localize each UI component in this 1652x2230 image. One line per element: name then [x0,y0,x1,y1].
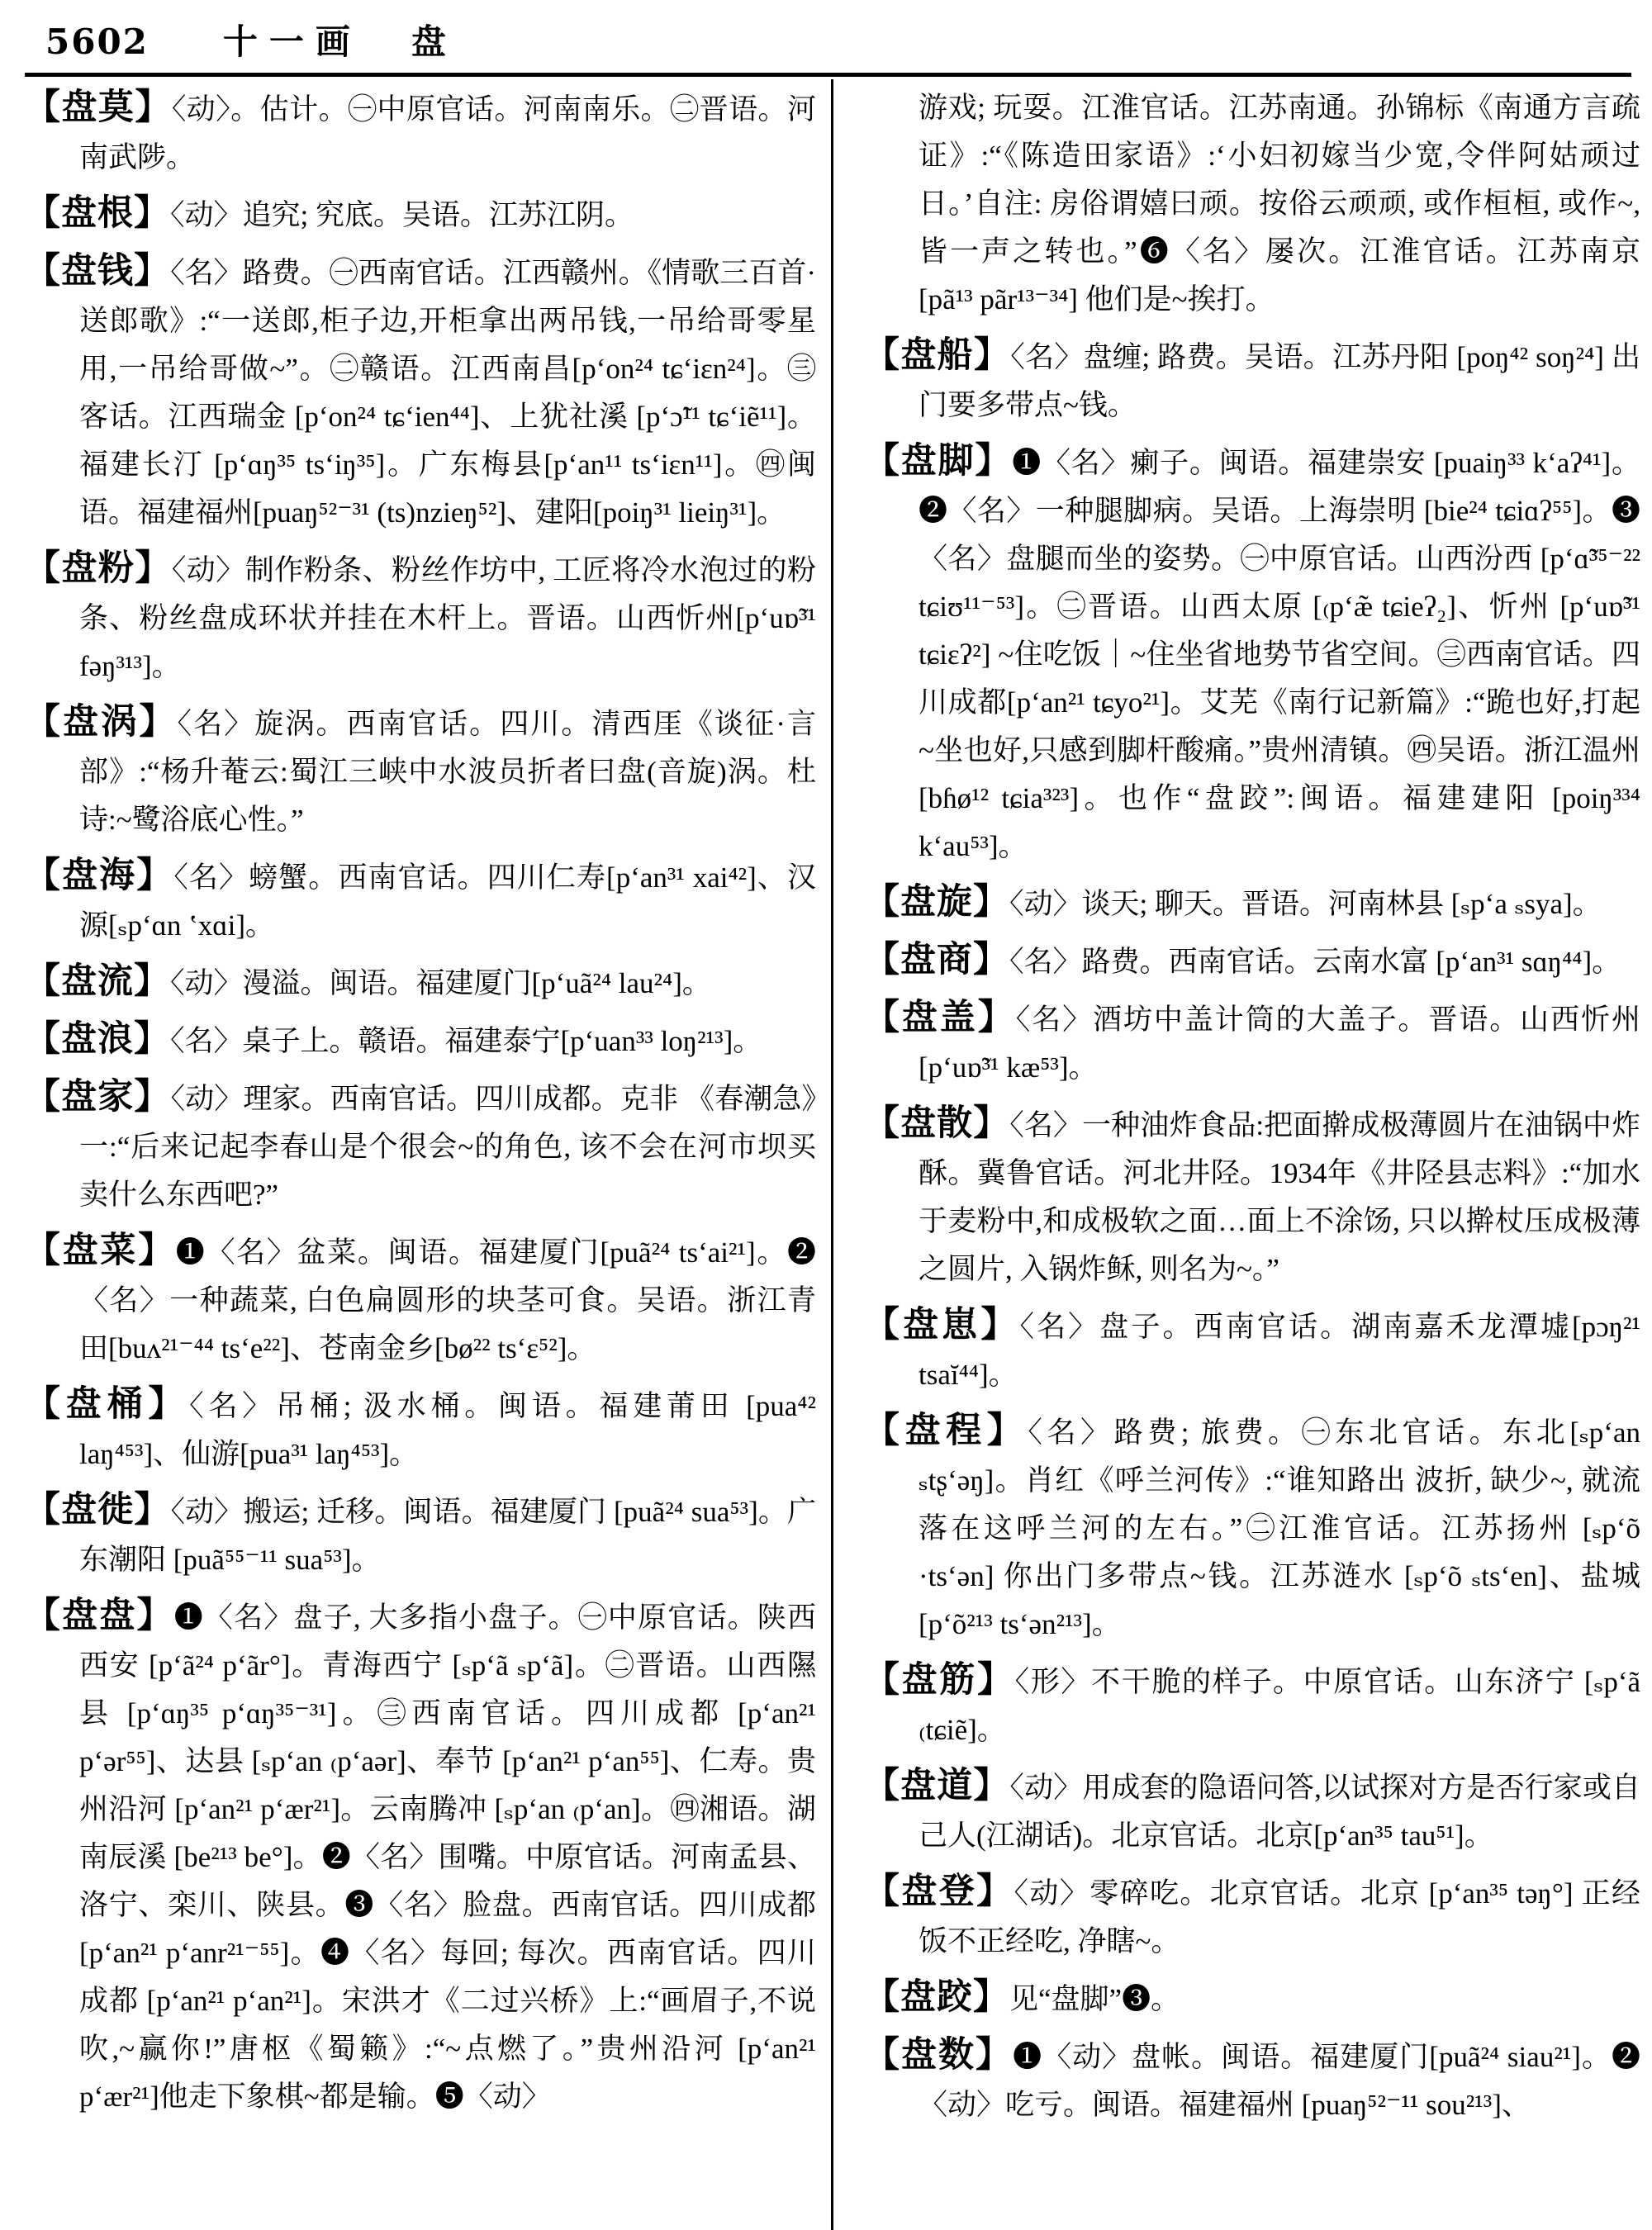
entry-body: 〈动〉。估计。㊀中原官话。河南南乐。㊁晋语。河南武陟。 [79,93,816,173]
headword: 【盘散】 [864,1104,1010,1143]
entry-body: 〈名〉桌子上。赣语。福建泰宁[pʻuan³³ loŋ²¹³]。 [170,1025,762,1057]
headword: 【盘家】 [25,1078,171,1117]
headword: 【盘盘】 [25,1597,174,1635]
entry-pan-cai [25,1227,816,1373]
entry-body: 〈动〉谈天; 聊天。晋语。河南林县 [ₛpʻa ₛsya]。 [1009,888,1602,920]
entry-pan-mo [25,84,816,182]
entry-body: 〈名〉路费; 旅费。㊀东北官话。东北[ₛpʻan ₛtʂʻəŋ]。肖红《呼兰河传》:“谁知路出 波折, 缺少~, 就流落在这呼兰河的左右。”㊁江淮官话。江苏扬州 [ₛpʻõ ·tsʻən] 你出门多带点~钱。江苏涟水 [ₛpʻõ ₛtsʻen]、盐城 [pʻõ²¹³ tsʻən²¹³]。 [919,1416,1640,1640]
headword: 【盘莫】 [25,88,172,127]
headword: 【盘程】 [864,1412,1028,1450]
entry-body: 〈名〉路费。㊀西南官话。江西赣州。《情歌三百首·送郎歌》:“一送郎,柜子边,开柜拿出两吊钱,一吊给哥零星用,一吊给哥做~”。㊁赣语。江西南昌[pʻon²⁴ tɕʻiɛn²⁴]。㊂客话。江西瑞金 [pʻon²⁴ tɕʻien⁴⁴]、上犹社溪 [pʻɔ̃¹¹ tɕʻiẽ¹¹]。福建长汀 [pʻɑŋ³⁵ tsʻiŋ³⁵]。广东梅县[pʻan¹¹ tsʻiɛn¹¹]。㊃闽语。福建福州[puaŋ⁵²⁻³¹ (ts)nzieŋ⁵²]、建阳[poiŋ³¹ lieiŋ³¹]。 [79,257,816,529]
entry-body: 〈名〉盘子。西南官话。湖南嘉禾龙潭墟[pɔŋ²¹ tsaĭ⁴⁴]。 [919,1311,1640,1391]
entry-pan-tong [25,1381,816,1478]
headword: 【盘浪】 [25,1020,170,1059]
entry-body: ❶〈名〉盆菜。闽语。福建厦门[puã²⁴ tsʻai²¹]。❷〈名〉一种蔬菜, 白色扁圆形的块茎可食。吴语。浙江青田[buʌ²¹⁻⁴⁴ tsʻe²²]、苍南金乡[bø²² tsʻɛ⁵²]。 [79,1236,816,1364]
headword: 【盘钱】 [25,252,171,291]
headword: 【盘盖】 [864,999,1016,1037]
entry-pan-chuan [864,332,1640,429]
entry-pan-gai [864,994,1640,1092]
headword: 【盘菜】 [25,1231,176,1270]
entry-body: 见“盘脚”❸。 [1009,1983,1180,2015]
headword: 【盘商】 [864,941,1009,980]
entry-pan-jiao-see [864,1974,1640,2024]
entry-pan-deng [864,1868,1640,1966]
headword: 【盘涡】 [25,703,178,742]
stroke-section-label: 十一画 [222,24,362,62]
entry-body: ❶〈名〉盘子, 大多指小盘子。㊀中原官话。陕西西安 [pʻã²⁴ pʻãr°]。青海西宁 [ₛpʻã ₛpʻã]。㊁晋语。山西隰县 [pʻɑŋ³⁵ pʻɑŋ³⁵⁻³¹]。㊂西南官话。四川成都 [pʻan²¹ pʻər⁵⁵]、达县 [ₛpʻan ₍pʻaər]、奉节 [pʻan²¹ pʻan⁵⁵]、仁寿。贵州沿河 [pʻan²¹ pʻær²¹]。云南腾冲 [ₛpʻan ₍pʻan]。㊃湘语。湖南辰溪 [be²¹³ be°]。❷〈名〉围嘴。中原官话。河南孟县、洛宁、栾川、陕县。❸〈名〉脸盘。西南官话。四川成都 [pʻan²¹ pʻanr²¹⁻⁵⁵]。❹〈名〉每回; 每次。西南官话。四川成都 [pʻan²¹ pʻan²¹]。宋洪才《二过兴桥》上:“画眉子,不说吹,~赢你!”唐枢《蜀籁》:“~点燃了。”贵州沿河 [pʻan²¹ pʻær²¹]他走下象棋~都是输。❺〈动〉 [79,1601,816,2113]
entry-pan-hai [25,852,816,950]
entry-pan-zai [864,1302,1640,1399]
column-divider [831,79,833,2230]
entry-body: 〈名〉路费。西南官话。云南水富 [pʻan³¹ sɑŋ⁴⁴]。 [1009,946,1621,978]
entry-body: 〈名〉酒坊中盖计筒的大盖子。晋语。山西忻州 [pʻuɒ̃³¹ kæ⁵³]。 [919,1004,1640,1084]
headword: 【盘跤】 [864,1978,1009,2017]
entry-pan-pan-continued [864,84,1640,324]
right-column [864,84,1640,2220]
headword: 【盘旋】 [864,883,1009,922]
entry-body: 〈动〉制作粉条、粉丝作坊中, 工匠将冷水泡过的粉条、粉丝盘成环状并挂在木杆上。晋语。山西忻州[pʻuɒ̃³¹ fəŋ³¹³]。 [79,554,816,682]
entry-body: 〈名〉一种油炸食品:把面擀成极薄圆片在油锅中炸酥。冀鲁官话。河北井陉。1934年《井陉县志料》:“加水于麦粉中,和成极软之面…面上不涂饧, 只以擀杖压成极薄之圆片, 入锅炸稣, 则名为~。” [919,1109,1640,1285]
headword: 【盘船】 [864,336,1011,375]
entry-body: 〈动〉漫溢。闽语。福建厦门[pʻuã²⁴ lau²⁴]。 [170,967,711,999]
entry-body: ❶〈动〉盘帐。闽语。福建厦门[puã²⁴ siau²¹]。❷〈动〉吃亏。闽语。福建福州 [puaŋ⁵²⁻¹¹ sou²¹³]、 [919,2041,1640,2121]
header-rule [25,73,1631,77]
entry-body: 〈动〉零碎吃。北京官话。北京 [pʻan³⁵ təŋ°] 正经饭不正经吃, 净瞎~。 [919,1877,1640,1957]
headword: 【盘粉】 [25,549,172,588]
entry-body: 〈名〉盘缠; 路费。吴语。江苏丹阳 [poŋ⁴² soŋ²⁴] 出门要多带点~钱。 [919,341,1640,421]
entry-pan-liu [25,958,816,1008]
headword: 【盘登】 [864,1872,1014,1911]
entry-body: 〈形〉不干脆的样子。中原官话。山东济宁 [ₛpʻã ₍tɕiẽ]。 [919,1666,1640,1746]
entry-pan-jiao [864,438,1640,871]
entry-pan-qian [25,248,816,537]
left-column [25,84,816,2220]
entry-pan-xi [25,1487,816,1584]
headword: 【盘脚】 [864,442,1013,481]
entry-pan-shu [864,2032,1640,2129]
entry-body: 〈名〉吊桶; 汲水桶。闽语。福建莆田 [pua⁴² laŋ⁴⁵³]、仙游[pua³¹ laŋ⁴⁵³]。 [79,1390,816,1470]
entry-pan-xuan [864,879,1640,928]
entry-body: ❶〈名〉瘌子。闽语。福建崇安 [puaiŋ³³ kʻaʔ⁴¹]。❷〈名〉一种腿脚病。吴语。上海崇明 [bie²⁴ tɕiɑʔ⁵⁵]。❸〈名〉盘腿而坐的姿势。㊀中原官话。山西汾西 [pʻɑ̃³⁵⁻²² tɕiʊ¹¹⁻⁵³]。㊁晋语。山西太原 [₍pʻæ̃ tɕieʔ₂]、忻州 [pʻuɒ̃³¹ tɕiɛʔ²] ~住吃饭｜~住坐省地势节省空间。㊂西南官话。四川成都[pʻan²¹ tɕyo²¹]。艾芜《南行记新篇》:“跪也好,打起~坐也好,只感到脚杆酸痛。”贵州清镇。㊃吴语。浙江温州[bɦø¹² tɕia³²³]。也作“盘跤”:闽语。福建建阳 [poiŋ³³⁴ kʻau⁵³]。 [919,447,1640,862]
entry-pan-cheng [864,1407,1640,1649]
headword: 【盘桶】 [25,1385,190,1424]
headword: 【盘徙】 [25,1491,171,1530]
entry-pan-jia [25,1074,816,1219]
entry-pan-san [864,1100,1640,1293]
entry-pan-gen [25,190,816,240]
entry-pan-jin [864,1657,1640,1754]
headword: 【盘根】 [25,194,170,233]
page-header [45,15,1615,64]
entry-pan-fen [25,545,816,690]
entry-body: 游戏; 玩耍。江淮官话。江苏南通。孙锦标《南通方言疏证》:“《陈造田家语》:‘小妇初嫁当少宽,令伴阿姑顽过日。’自注: 房俗谓嬉曰顽。按俗云顽顽, 或作桓桓, 或作~, 皆一声之转也。”❻〈名〉屡次。江淮官话。江苏南京 [pã¹³ pãr¹³⁻³⁴] 他们是~挨打。 [919,92,1640,316]
entry-body: 〈动〉用成套的隐语问答,以试探对方是否行家或自己人(江湖话)。北京官话。北京[pʻan³⁵ tau⁵¹]。 [919,1772,1640,1852]
headword: 【盘崽】 [864,1306,1020,1345]
headword: 【盘数】 [864,2036,1014,2075]
entry-pan-lang [25,1016,816,1065]
headword: 【盘筋】 [864,1661,1015,1700]
entry-pan-pan [25,1592,816,2121]
entry-body: 〈名〉螃蟹。西南官话。四川仁寿[pʻan³¹ xai⁴²]、汉源[ₛpʻɑn ʽxɑi]。 [79,861,816,942]
entry-pan-shang [864,937,1640,986]
entry-body: 〈动〉搬运; 迁移。闽语。福建厦门 [puã²⁴ sua⁵³]。广东潮阳 [puã⁵⁵⁻¹¹ sua⁵³]。 [79,1496,816,1576]
headword: 【盘海】 [25,856,174,895]
entry-body: 〈名〉旋涡。西南官话。四川。清西厓《谈征·言部》:“杨升菴云:蜀江三峡中水波员折者曰盘(音旋)涡。杜诗:~鹭浴底心性。” [79,708,816,836]
entry-body: 〈动〉追究; 究底。吴语。江苏江阴。 [170,199,634,231]
headword: 【盘流】 [25,962,170,1001]
section-head-character: 盘 [411,24,448,62]
headword: 【盘道】 [864,1767,1010,1805]
entry-pan-dao [864,1763,1640,1860]
page-number: 5602 [45,21,149,62]
entry-pan-wo [25,699,816,844]
entry-body: 〈动〉理家。西南官话。四川成都。克非 《春潮急》一:“后来记起李春山是个很会~的角色, 该不会在河市坝买卖什么东西吧?” [79,1083,816,1211]
